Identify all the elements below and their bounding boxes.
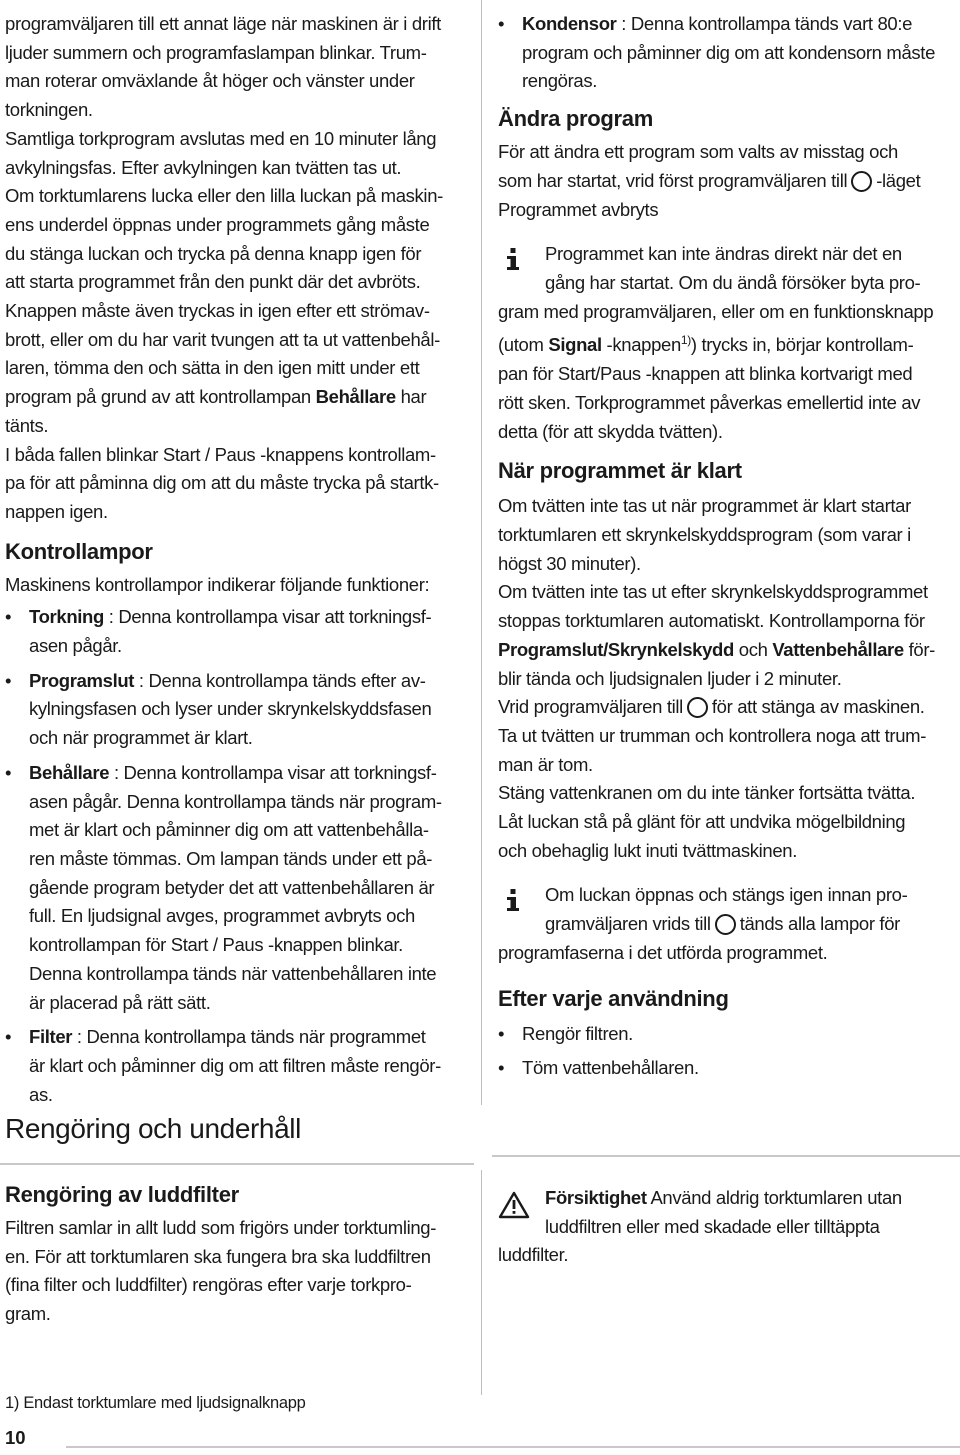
column-divider-bottom [481, 1170, 482, 1395]
warning-icon [498, 1190, 530, 1220]
luddfilter-heading: Rengöring av luddfilter [5, 1182, 239, 1207]
text-line: blir tända och ljudsignalen ljuder i 2 minuter. [498, 667, 842, 689]
left-column [5, 10, 473, 1109]
lamp-item-behallare [5, 759, 473, 1017]
text-span: gramväljaren vrids till [545, 913, 711, 935]
text-line: För att ändra ett program som valts av misstag och [498, 141, 898, 163]
text-span: och när programmet är klart. [29, 727, 253, 749]
text-line: Programmet kan inte ändras direkt när det en [545, 243, 902, 265]
text-line: programväljaren till ett annat läge när maskinen är i drift [5, 13, 441, 34]
text-line: Låt luckan stå på glänt för att undvika mögelbildning [498, 811, 906, 833]
text-span: asen pågår. Denna kontrollampa tänds när program- [29, 790, 442, 812]
text-span: ) trycks in, börjar kontrollam- [690, 334, 914, 356]
off-position-icon [687, 697, 708, 718]
text-line: avkylningsfas. Efter avkylningen kan tvätten tas ut. [5, 156, 402, 178]
text-line: Ta ut tvätten ur trumman och kontrollera noga att trum- [498, 724, 927, 746]
text-line: ens underdel öppnas under programmets gång måste [5, 213, 430, 235]
luddfilter-section [5, 1182, 473, 1329]
text-span: full. En ljudsignal avges, programmet avbryts och [29, 905, 415, 927]
text-line: tänts. [5, 414, 49, 436]
klart-heading: När programmet är klart [498, 458, 742, 484]
warning-label: Försiktighet [545, 1187, 647, 1208]
text-span: är placerad på rätt sätt. [29, 991, 211, 1013]
text-span: för- [903, 638, 935, 660]
text-span: som har startat, vrid först programväljaren till [498, 169, 848, 191]
text-span: kylningsfasen och lyser under skrynkelskyddsfasen [29, 698, 432, 720]
text-line: Knappen måste även tryckas in igen efter ett strömav- [5, 300, 430, 322]
text-line [498, 326, 958, 360]
text-line: nappen igen. [5, 500, 108, 522]
text-line: stoppas torktumlaren automatiskt. Kontrollamporna för [498, 610, 925, 632]
text-span: as. [29, 1083, 53, 1105]
text-span: gående program betyder det att vattenbehållaren är [29, 876, 435, 898]
text-span: -läget [876, 169, 921, 191]
text-span: tänds alla lampor för [739, 913, 900, 935]
text-span: program på grund av att kontrollampan [5, 386, 316, 408]
text-span: : Denna kontrollampa visar att torkningsf- [109, 761, 437, 783]
list-item: • Rengör filtren. [498, 1020, 958, 1049]
kontrollampor-heading: Kontrollampor [5, 538, 153, 564]
bold-term: Behållare [315, 386, 396, 408]
off-position-icon [715, 914, 736, 935]
text-line [498, 1184, 958, 1213]
text-line: att starta programmet från den punkt där det avbröts. [5, 271, 421, 293]
lamp-item-kondensor [498, 10, 958, 96]
text-line: gram med programväljaren, eller om en funktionsknapp [498, 300, 934, 322]
bold-term: Vattenbehållare [772, 638, 904, 660]
text-line: pan för Start/Paus -knappen att blinka kortvarigt med [498, 363, 913, 385]
text-line: du stänga luckan och trycka på denna knapp igen för [5, 242, 422, 264]
text-line: torkningen. [5, 99, 93, 121]
info-icon [500, 887, 526, 913]
text-line: Om tvätten inte tas ut när programmet är klart startar [498, 495, 911, 517]
lamp-item-programslut [5, 667, 473, 753]
text-span: Använd aldrig torktumlaren utan [646, 1187, 902, 1208]
section-divider-right [492, 1155, 960, 1157]
text-line: I båda fallen blinkar Start / Paus -knappens kontrollam- [5, 443, 436, 465]
text-line [498, 636, 958, 665]
text-line: ljuder summern och programfaslampan blinkar. Trum- [5, 41, 427, 63]
text-span: har [395, 386, 427, 408]
text-line: rött sken. Torkprogrammet påverkas emellertid inte av [498, 391, 921, 413]
text-line: gång har startat. Om du ändå försöker byta pro- [545, 271, 921, 293]
text-line: högst 30 minuter). [498, 552, 641, 574]
efter-heading: Efter varje användning [498, 985, 729, 1011]
text-line [5, 383, 473, 412]
text-line: och obehaglig lukt inuti tvättmaskinen. [498, 839, 797, 861]
text-span: ren måste tömmas. Om lampan tänds under ett på- [29, 847, 433, 869]
text-line: Programmet avbryts [498, 198, 659, 220]
warning-note [498, 1184, 958, 1270]
lamp-item-filter [5, 1023, 473, 1109]
text-span: -knappen [601, 334, 681, 356]
list-item: • Töm vattenbehållaren. [498, 1054, 958, 1083]
text-span: och [733, 638, 773, 660]
lamp-name: Kondensor [522, 13, 617, 34]
luddfilter-paragraph [5, 1214, 473, 1329]
text-span: : Denna kontrollampa tänds när programmet [72, 1026, 426, 1048]
text-line: Om tvätten inte tas ut efter skrynkelskyddsprogrammet [498, 581, 928, 603]
door-paragraph [5, 182, 473, 297]
section-title: Rengöring och underhåll [5, 1113, 301, 1144]
text-span: för att stänga av maskinen. [711, 696, 925, 718]
andra-program-paragraph [498, 138, 958, 224]
section-divider-left [0, 1163, 474, 1165]
off-position-icon [851, 171, 872, 192]
text-span: program och påminner dig om att kondensorn måste [522, 41, 936, 63]
text-line: Filtren samlar in allt ludd som frigörs under torktumling- [5, 1217, 437, 1238]
text-span: kontrollampan för Start / Paus -knappen blinkar. [29, 934, 403, 956]
text-line: luddfilter. [498, 1244, 569, 1266]
text-line: Om torktumlarens lucka eller den lilla luckan på maskin- [5, 185, 443, 207]
lamp-name: Filter [29, 1026, 73, 1048]
footnote-marker: 1) [680, 333, 691, 348]
lamp-name: Behållare [29, 761, 110, 783]
right-column [498, 10, 958, 1083]
blink-paragraph [5, 441, 473, 527]
kondensor-list [498, 10, 958, 96]
andra-program-heading: Ändra program [498, 106, 654, 132]
text-line [498, 693, 958, 722]
text-span: : Denna kontrollampa visar att torkningsf- [103, 606, 432, 628]
footer-divider [66, 1446, 960, 1448]
text-span: rengöras. [522, 70, 598, 92]
page-number: 10 [5, 1427, 26, 1448]
info-icon [500, 246, 526, 272]
text-span: asen pågår. [29, 635, 122, 657]
info-note-2 [498, 881, 958, 967]
bold-term: Programslut/Skrynkelskydd [498, 638, 734, 660]
text-line: pa för att påminna dig om att du måste trycka på startk- [5, 472, 439, 494]
efter-list [498, 1020, 958, 1083]
text-line: detta (för att skydda tvätten). [498, 420, 723, 442]
bold-term: Signal [548, 334, 602, 356]
lamp-name: Torkning [29, 606, 104, 628]
text-line: en. För att torktumlaren ska fungera bra ska luddfiltren [5, 1245, 431, 1267]
info-note-1 [498, 240, 958, 446]
text-line: gram. [5, 1303, 51, 1325]
text-line: man är tom. [498, 753, 593, 775]
text-line: Samtliga torkprogram avslutas med en 10 minuter lång [5, 127, 437, 149]
text-line [498, 167, 958, 196]
text-line: laren, tömma den och sätta in den igen mitt under ett [5, 357, 420, 379]
lamp-list [5, 603, 473, 1109]
footnote: 1) Endast torktumlare med ljudsignalknapp [5, 1394, 306, 1412]
text-span: : Denna kontrollampa tänds vart 80:e [616, 13, 913, 34]
klart-paragraph [498, 492, 958, 865]
text-line [498, 910, 958, 939]
cooling-paragraph [5, 125, 473, 182]
text-line: torktumlaren ett skrynkelskyddsprogram (som varar i [498, 524, 911, 545]
lamp-item-torkning [5, 603, 473, 660]
kontrollampor-intro: Maskinens kontrollampor indikerar följande funktioner: [5, 573, 430, 595]
text-line: man roterar omväxlande åt höger och vänster under [5, 70, 415, 92]
text-line: luddfiltren eller med skadade eller tilltäppta [545, 1215, 880, 1237]
text-line: programfaserna i det utförda programmet. [498, 941, 828, 963]
lamp-name: Programslut [29, 669, 135, 691]
text-line: (fina filter och luddfilter) rengöras efter varje torkpro- [5, 1274, 412, 1296]
text-line: Stäng vattenkranen om du inte tänker fortsätta tvätta. [498, 782, 916, 804]
text-span: : Denna kontrollampa tänds efter av- [134, 669, 426, 691]
text-line: Om luckan öppnas och stängs igen innan pro- [545, 884, 908, 906]
intro-paragraph [5, 10, 473, 125]
column-divider-top [481, 0, 482, 1105]
power-paragraph [5, 297, 473, 441]
text-span: Denna kontrollampa tänds när vattenbehållaren inte [29, 962, 437, 984]
text-line: brott, eller om du har varit tvungen att ta ut vattenbehål- [5, 328, 440, 350]
text-span: Vrid programväljaren till [498, 696, 683, 718]
text-span: är klart och påminner dig om att filtren måste rengör- [29, 1054, 441, 1076]
text-span: met är klart och påminner dig om att vattenbehålla- [29, 819, 429, 841]
text-span: (utom [498, 334, 549, 356]
